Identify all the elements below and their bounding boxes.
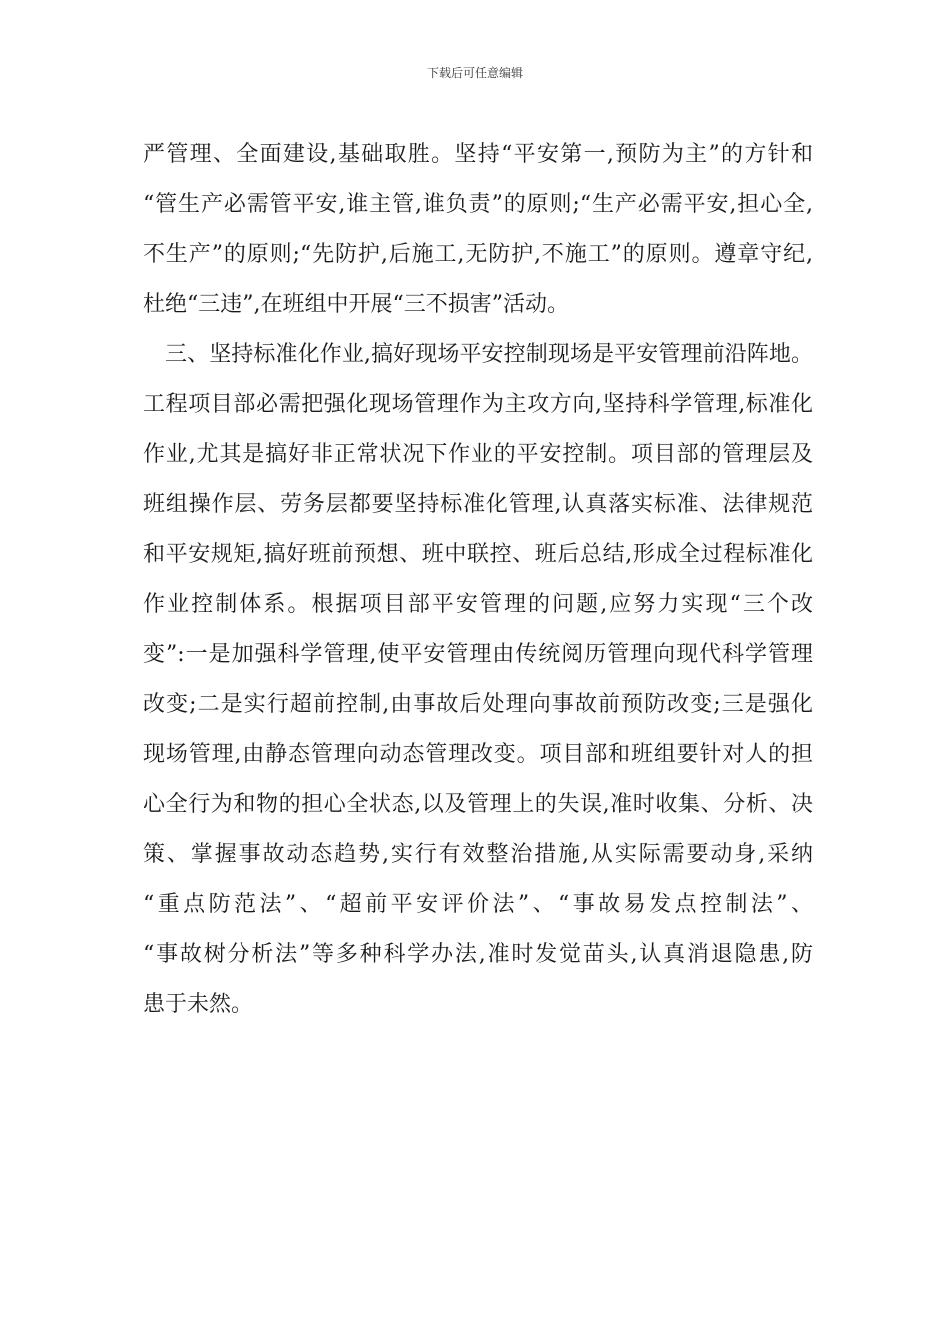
text-line: 策、掌握事故动态趋势,实行有效整治措施,从实际需要动身,采纳 xyxy=(143,842,813,867)
text-line: 杜绝“三违”,在班组中开展“三不损害”活动。 xyxy=(143,292,569,317)
text-line: 变”:一是加强科学管理,使平安管理由传统阅历管理向现代科学管理 xyxy=(143,642,813,667)
text-line: 患于未然。 xyxy=(143,992,254,1017)
text-line: “重点防范法”、“超前平安评价法”、“事故易发点控制法”、 xyxy=(143,892,813,917)
text-line: 和平安规矩,搞好班前预想、班中联控、班后总结,形成全过程标准化 xyxy=(143,542,813,567)
page-header: 下载后可任意编辑 xyxy=(426,66,523,80)
text-line: 作业控制体系。根据项目部平安管理的问题,应努力实现“三个改 xyxy=(143,592,813,617)
text-line: 三、坚持标准化作业,搞好现场平安控制现场是平安管理前沿阵地。 xyxy=(165,342,813,367)
text-line: “管生产必需管平安,谁主管,谁负责”的原则;“生产必需平安,担心全, xyxy=(143,192,813,217)
text-line: 严管理、全面建设,基础取胜。坚持“平安第一,预防为主”的方针和 xyxy=(143,142,813,167)
paragraph-2 xyxy=(143,330,813,1030)
text-line: 作业,尤其是搞好非正常状况下作业的平安控制。项目部的管理层及 xyxy=(143,442,813,467)
text-line: 改变;二是实行超前控制,由事故后处理向事故前预防改变;三是强化 xyxy=(143,692,813,717)
text-line: 不生产”的原则;“先防护,后施工,无防护,不施工”的原则。遵章守纪, xyxy=(143,242,813,267)
text-line: “事故树分析法”等多种科学办法,准时发觉苗头,认真消退隐患,防 xyxy=(143,942,813,967)
paragraph-1 xyxy=(143,130,813,330)
text-line: 心全行为和物的担心全状态,以及管理上的失误,准时收集、分析、决 xyxy=(143,792,813,817)
text-line: 班组操作层、劳务层都要坚持标准化管理,认真落实标准、法律规范 xyxy=(143,492,813,517)
body-text xyxy=(143,130,813,1030)
text-line: 现场管理,由静态管理向动态管理改变。项目部和班组要针对人的担 xyxy=(143,742,813,767)
text-line: 工程项目部必需把强化现场管理作为主攻方向,坚持科学管理,标准化 xyxy=(143,392,813,417)
